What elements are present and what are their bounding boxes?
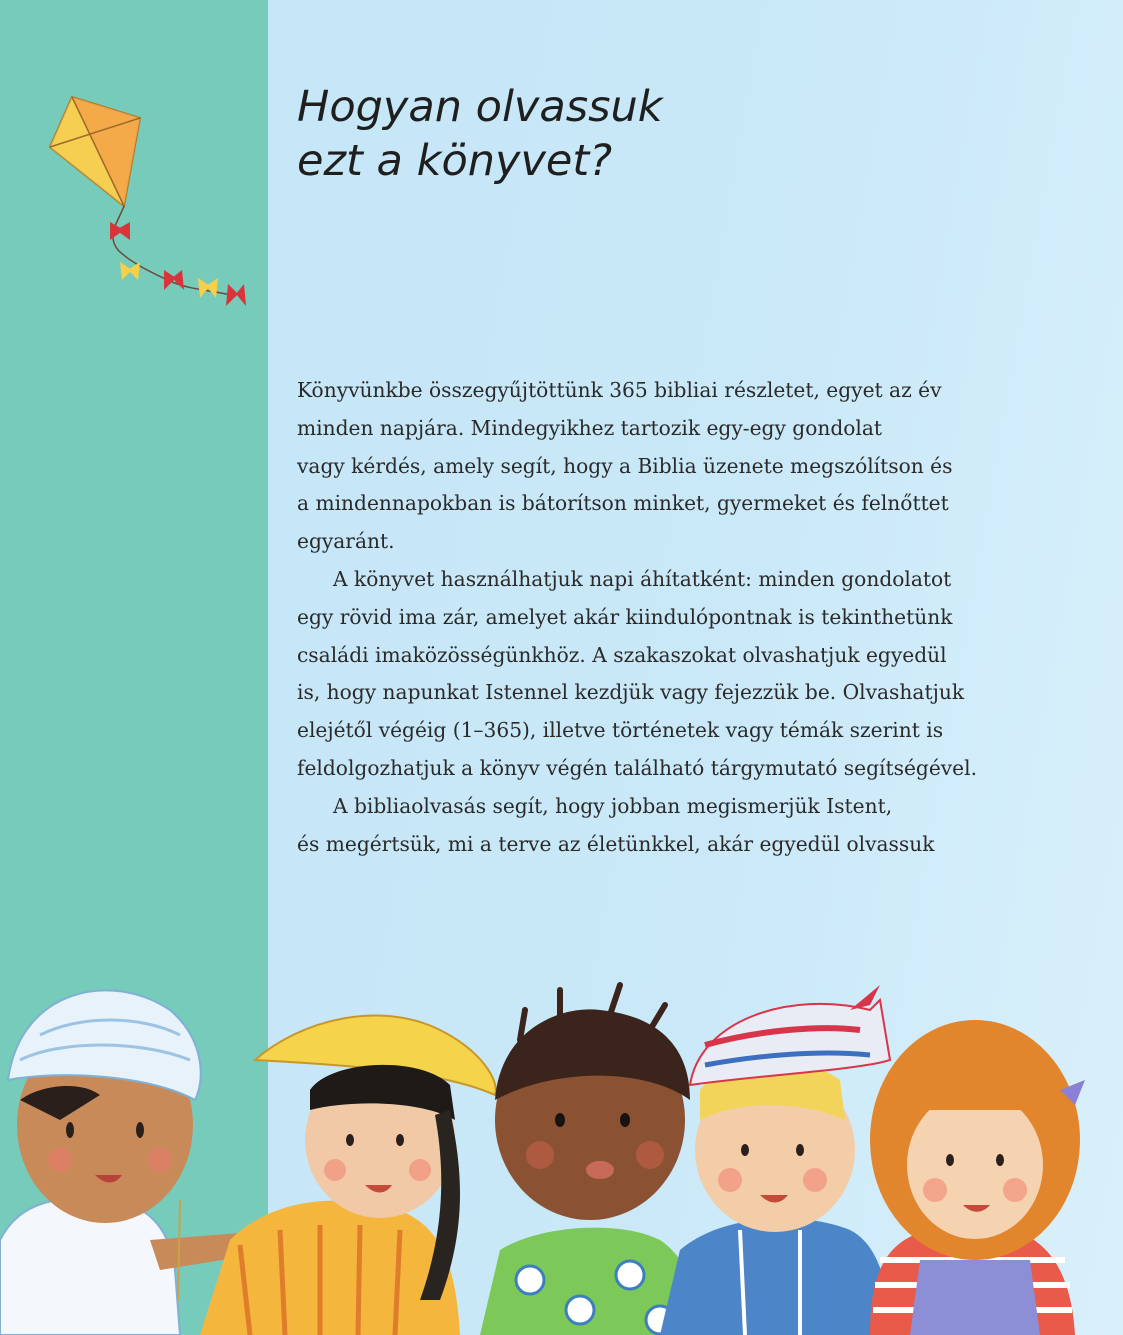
text-line: is, hogy napunkat Istennel kezdjük vagy fejezzük be. Olvashatjuk (297, 680, 965, 705)
text-line: minden napjára. Mindegyikhez tartozik egy-egy gondolat (297, 415, 883, 440)
text-line: egy rövid ima zár, amelyet akár kiindulópontnak is tekinthetünk (297, 604, 953, 629)
text-line: A könyvet használhatjuk napi áhítatként: minden gondolatot (333, 566, 952, 591)
text-line: Könyvünkbe összegyűjtöttünk 365 bibliai részletet, egyet az év (297, 378, 942, 402)
child-yellow-hat-icon (200, 1016, 496, 1335)
text-line: családi imaközösségünkhöz. A szakaszokat olvashatjuk egyedül (297, 642, 947, 667)
child-knit-hat-icon (660, 985, 890, 1335)
title-line: ezt a könyvet? (297, 136, 613, 186)
text-line: a mindennapokban is bátorítson minket, gyermeket és felnőttet (297, 491, 949, 516)
text-line: és megértsük, mi a terve az életünkkel, akár egyedül olvassuk (297, 831, 935, 856)
child-curly-hair-icon (480, 985, 700, 1335)
text-line: A bibliaolvasás segít, hogy jobban megismerjük Istent, (333, 793, 893, 818)
text-line: feldolgozhatjuk a könyv végén található tárgymutató segítségével. (297, 755, 978, 780)
text-line: elejétől végéig (1–365), illetve történetek vagy témák szerint is (297, 718, 944, 743)
text-line: egyaránt. (297, 529, 395, 554)
child-red-curly-hair-icon (870, 1020, 1085, 1335)
title-line: Hogyan olvassuk (297, 82, 663, 132)
text-line: vagy kérdés, amely segít, hogy a Biblia üzenete megszólítson és (297, 453, 953, 478)
